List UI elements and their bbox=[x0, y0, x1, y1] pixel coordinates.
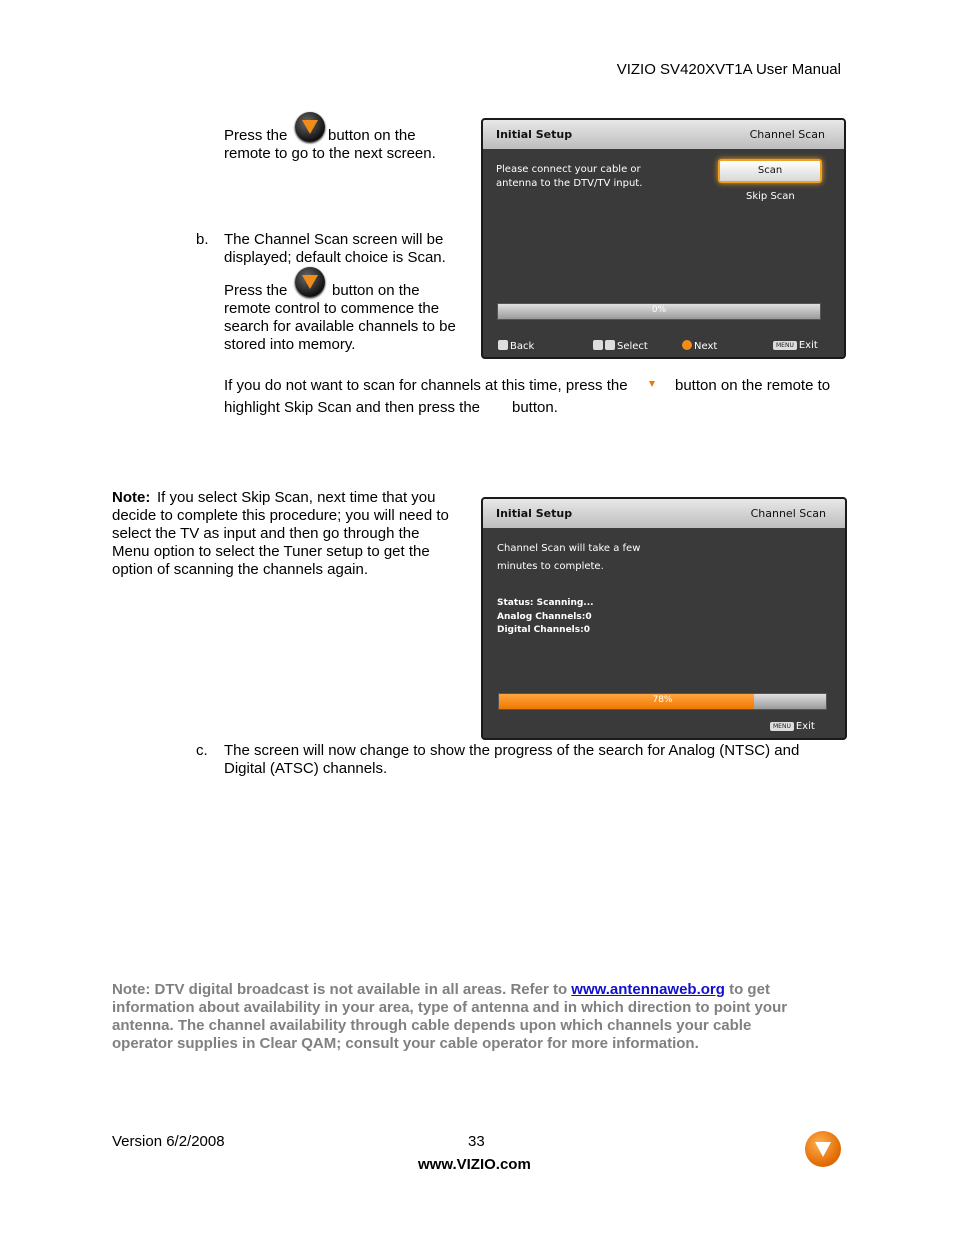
step-b-line3: button on the bbox=[332, 282, 420, 299]
screen-message-line2: minutes to complete. bbox=[497, 561, 604, 572]
down-arrow-key-icon bbox=[593, 340, 603, 350]
step-a-line1: button on the bbox=[328, 127, 416, 144]
skip-line2-a: highlight Skip Scan and then press the bbox=[224, 399, 481, 416]
note-line3: select the TV as input and then go through the bbox=[112, 525, 420, 542]
vizio-logo-icon bbox=[805, 1131, 841, 1167]
step-b-line1: The Channel Scan screen will be bbox=[224, 231, 444, 248]
screen-section: Channel Scan bbox=[750, 507, 826, 520]
screen-message-line2: antenna to the DTV/TV input. bbox=[496, 178, 643, 189]
dtv-note-line4: operator supplies in Clear QAM; consult your cable operator for more information. bbox=[112, 1035, 699, 1052]
vizio-menu-button-icon bbox=[295, 267, 325, 297]
footer-back-label: Back bbox=[510, 341, 535, 352]
skip-scan-option[interactable]: Skip Scan bbox=[746, 191, 795, 202]
step-c-marker: c. bbox=[196, 742, 208, 759]
website-text: www.VIZIO.com bbox=[418, 1156, 531, 1173]
page-number: 33 bbox=[468, 1133, 485, 1150]
footer-exit-label: Exit bbox=[798, 340, 818, 351]
manual-title: VIZIO SV420XVT1A User Manual bbox=[616, 61, 841, 78]
footer-exit bbox=[770, 721, 815, 732]
dtv-note-line1-b: to get bbox=[729, 981, 770, 998]
menu-key-icon: MENU bbox=[773, 341, 797, 350]
footer-select bbox=[593, 340, 648, 352]
screen-title: Initial Setup bbox=[496, 128, 573, 141]
progress-label: 0% bbox=[651, 305, 667, 315]
skip-line1-b: button on the remote to bbox=[675, 377, 831, 394]
footer-next bbox=[682, 340, 717, 352]
note-line4: Menu option to select the Tuner setup to get the bbox=[112, 543, 430, 560]
progress-bar bbox=[498, 693, 827, 710]
screen-title: Initial Setup bbox=[496, 507, 573, 520]
step-b-line6: stored into memory. bbox=[224, 336, 356, 353]
screen-message-line1: Please connect your cable or bbox=[496, 164, 641, 175]
screen-message-line1: Channel Scan will take a few bbox=[497, 543, 641, 554]
step-c-line1: The screen will now change to show the progress of the search for Analog (NTSC) and bbox=[224, 742, 800, 759]
version-text: Version 6/2/2008 bbox=[112, 1133, 225, 1150]
dtv-note-line1-a: Note: DTV digital broadcast is not available in all areas. Refer to bbox=[112, 981, 568, 998]
analog-channels-count: Analog Channels:0 bbox=[497, 612, 592, 622]
step-b-marker: b. bbox=[196, 231, 209, 248]
vizio-key-icon bbox=[682, 340, 692, 350]
step-b-press-text: Press the bbox=[224, 282, 288, 299]
progress-bar bbox=[497, 303, 821, 320]
note-line2: decide to complete this procedure; you will need to bbox=[112, 507, 449, 524]
step-a-press-text: Press the bbox=[224, 127, 288, 144]
screen-header bbox=[483, 499, 845, 528]
scan-option-button[interactable]: Scan bbox=[718, 159, 822, 183]
scan-progress-screen bbox=[481, 497, 847, 740]
step-b-line4: remote control to commence the bbox=[224, 300, 440, 317]
skip-line2-b: button. bbox=[512, 399, 558, 416]
step-b-line2: displayed; default choice is Scan. bbox=[224, 249, 446, 266]
step-a-line2: remote to go to the next screen. bbox=[224, 145, 436, 162]
digital-channels-count: Digital Channels:0 bbox=[497, 625, 590, 635]
screen-section: Channel Scan bbox=[749, 128, 825, 141]
footer-next-label: Next bbox=[694, 341, 718, 352]
footer-back bbox=[498, 340, 534, 352]
dtv-note-line1 bbox=[112, 981, 770, 999]
skip-line1-a: If you do not want to scan for channels at this time, press the bbox=[224, 377, 628, 394]
vizio-menu-button-icon bbox=[295, 112, 325, 142]
footer-exit-label: Exit bbox=[795, 721, 815, 732]
left-arrow-key-icon bbox=[498, 340, 508, 350]
note-line1: If you select Skip Scan, next time that you bbox=[157, 489, 436, 506]
up-arrow-key-icon bbox=[605, 340, 615, 350]
menu-key-icon: MENU bbox=[770, 722, 794, 731]
channel-scan-screen bbox=[481, 118, 846, 359]
dtv-note-line3: antenna. The channel availability through cable depends upon which channels your cable bbox=[112, 1017, 752, 1034]
progress-label: 78% bbox=[652, 695, 673, 705]
footer-exit bbox=[773, 340, 818, 351]
down-arrow-icon bbox=[649, 381, 655, 387]
dtv-note-line2: information about availability in your area, type of antenna and in which direction to point your bbox=[112, 999, 788, 1016]
step-c-line2: Digital (ATSC) channels. bbox=[224, 760, 388, 777]
note-line5: option of scanning the channels again. bbox=[112, 561, 369, 578]
step-b-line5: search for available channels to be bbox=[224, 318, 456, 335]
scan-status: Status: Scanning... bbox=[497, 598, 594, 608]
antennaweb-link[interactable]: www.antennaweb.org bbox=[571, 981, 725, 998]
note-label: Note: bbox=[112, 489, 151, 506]
screen-header bbox=[483, 120, 844, 149]
footer-select-label: Select bbox=[617, 341, 648, 352]
